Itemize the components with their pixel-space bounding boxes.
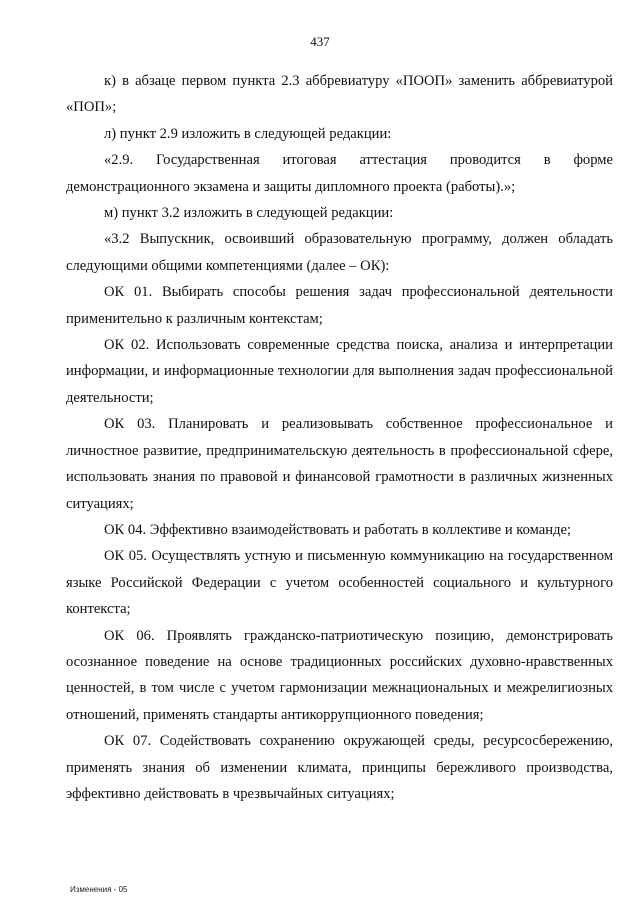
paragraph-item-k: к) в абзаце первом пункта 2.3 аббревиатуру «ПООП» заменить аббревиатурой «ПОП»; — [66, 73, 613, 116]
paragraph-item-m: м) пункт 3.2 изложить в следующей редакции: — [104, 205, 394, 222]
page-number: 437 — [310, 34, 330, 49]
paragraph-quote-3-2: «3.2 Выпускник, освоивший образовательную программу, должен обладать следующими общими компетенциями (далее – ОК): — [66, 231, 613, 274]
paragraph-quote-2-9: «2.9. Государственная итоговая аттестация проводится в форме демонстрационного экзамена и защиты дипломного проекта (работы).»; — [66, 152, 613, 195]
competence-ok-05: ОК 05. Осуществлять устную и письменную коммуникацию на государственном языке Российской Федерации с учетом особенностей социального и культурного контекста; — [66, 548, 613, 618]
competence-ok-03: ОК 03. Планировать и реализовывать собственное профессиональное и личностное развитие, предпринимательскую деятельность в профессиональной сфере, использовать знания по правовой и финансовой грамотности в различных жизненных ситуациях; — [66, 416, 613, 512]
document-body — [66, 68, 613, 807]
competence-ok-01: ОК 01. Выбирать способы решения задач профессиональной деятельности применительно к различным контекстам; — [66, 284, 613, 327]
paragraph-item-l: л) пункт 2.9 изложить в следующей редакции: — [104, 125, 392, 142]
competence-ok-06: ОК 06. Проявлять гражданско-патриотическую позицию, демонстрировать осознанное поведение на основе традиционных российских духовно-нравственных ценностей, в том числе с учетом гармонизации межнациональных и межрелигиозных отношений, применять стандарты антикоррупционного поведения; — [66, 627, 613, 723]
page-footer: Изменения - 05 — [70, 885, 128, 894]
competence-ok-04: ОК 04. Эффективно взаимодействовать и работать в коллективе и команде; — [104, 521, 572, 538]
competence-ok-02: ОК 02. Использовать современные средства поиска, анализа и интерпретации информации, и информационные технологии для выполнения задач профессиональной деятельности; — [66, 337, 613, 406]
competence-ok-07: ОК 07. Содействовать сохранению окружающей среды, ресурсосбережению, применять знания об изменении климата, принципы бережливого производства, эффективно действовать в чрезвычайных ситуациях; — [66, 733, 613, 802]
